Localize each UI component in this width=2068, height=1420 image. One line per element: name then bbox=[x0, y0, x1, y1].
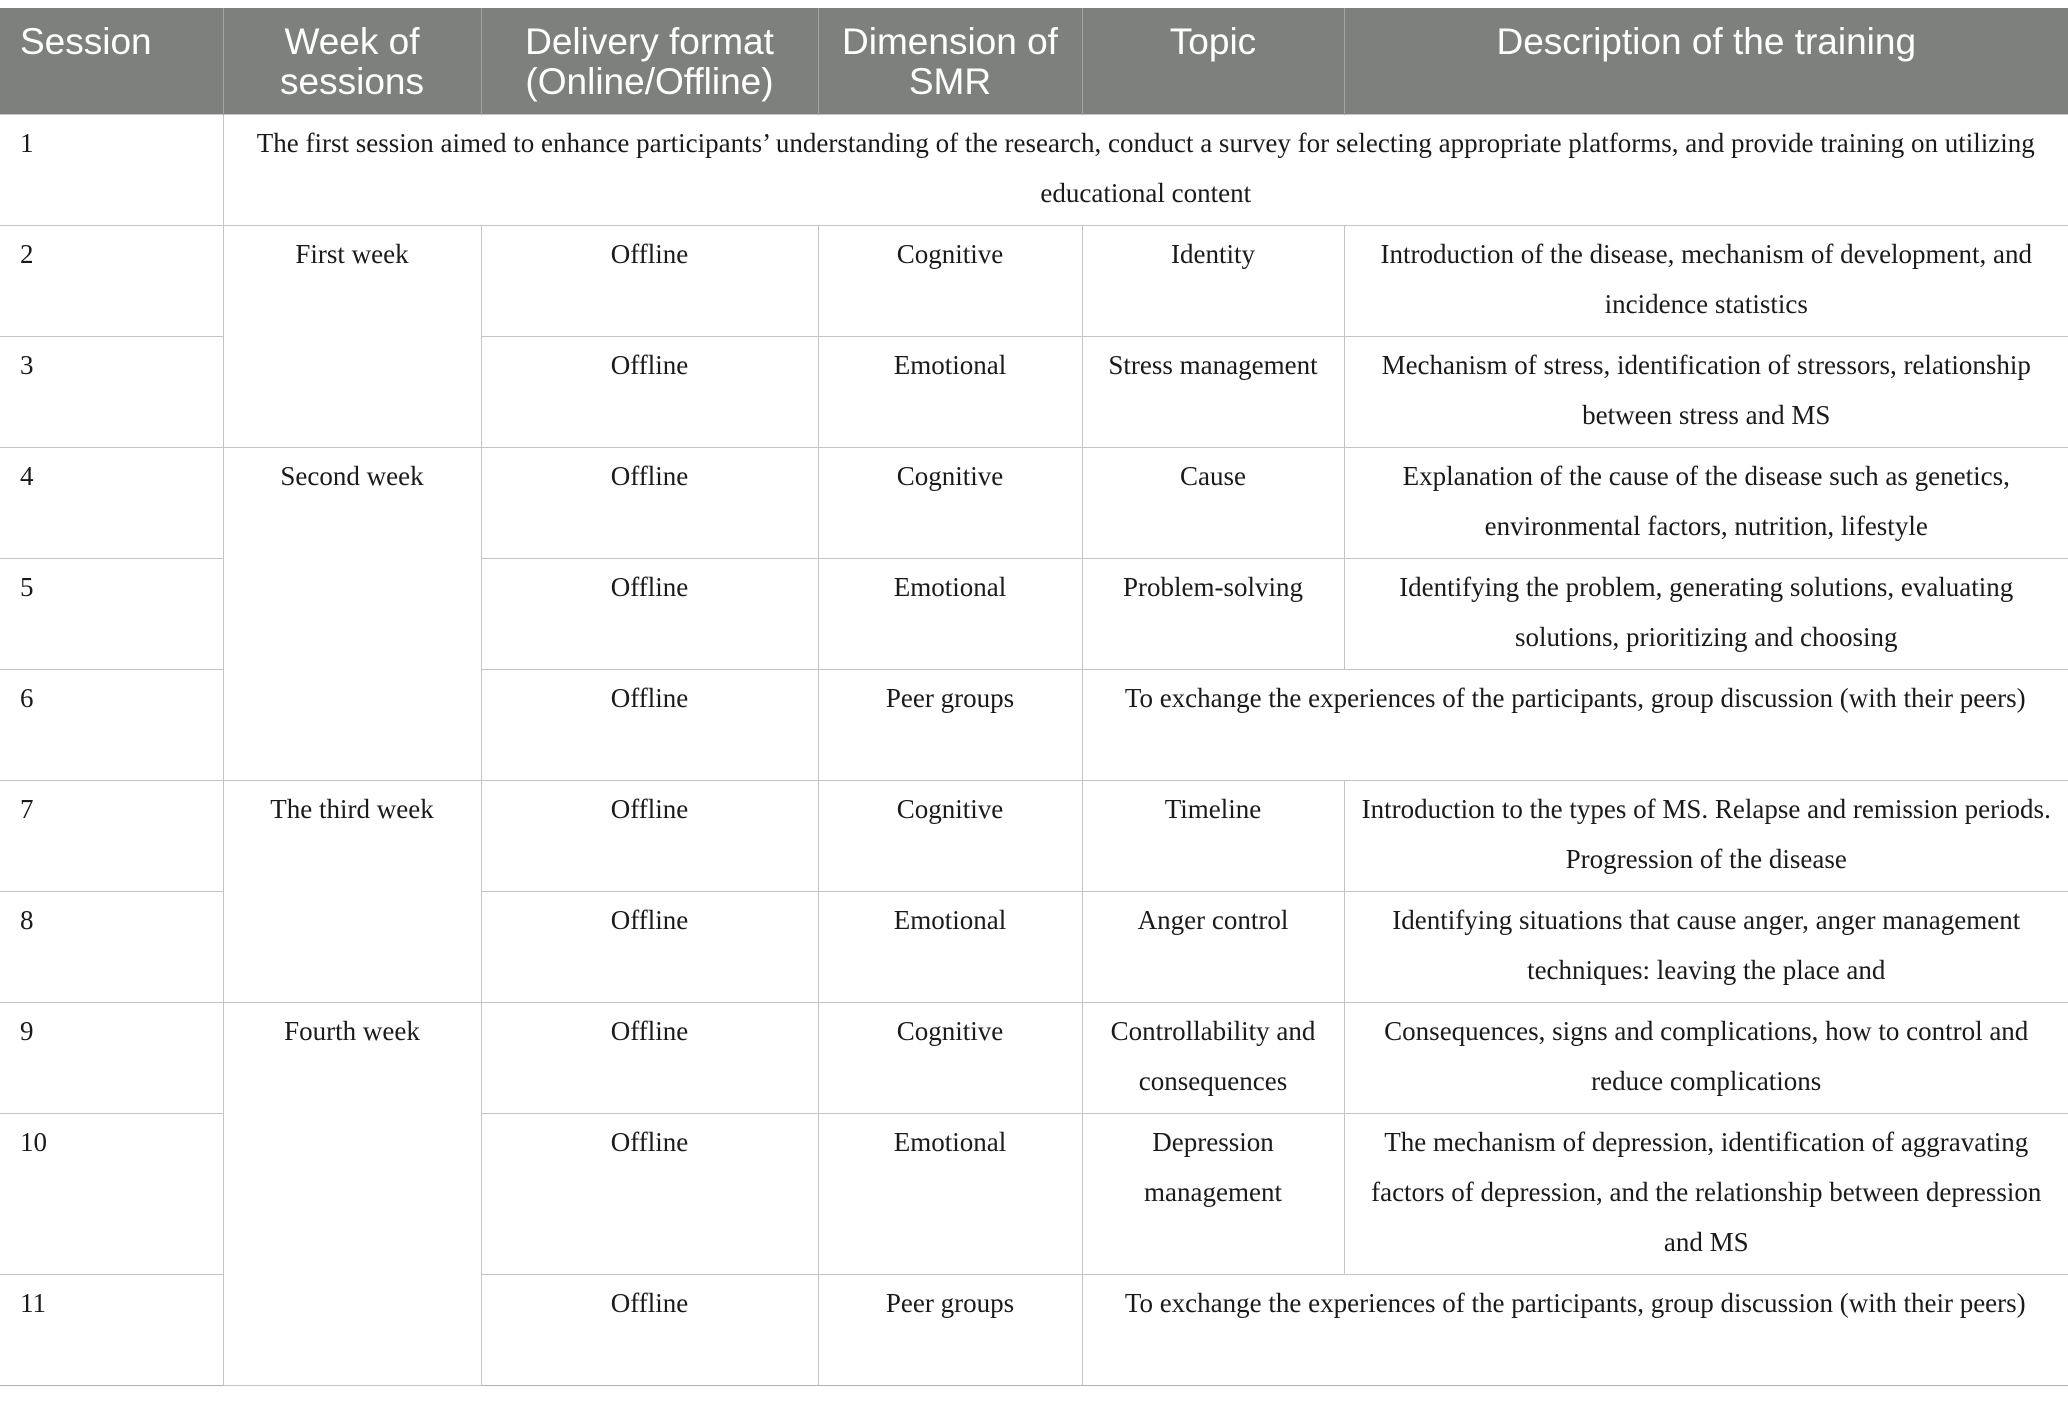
week-cell: Fourth week bbox=[223, 1003, 481, 1386]
topic-cell: Stress management bbox=[1082, 337, 1344, 448]
header-session: Session bbox=[0, 8, 223, 115]
format-cell: Offline bbox=[481, 1003, 818, 1114]
description-cell: Mechanism of stress, identification of stressors, relationship between stress and MS bbox=[1344, 337, 2068, 448]
header-description: Description of the training bbox=[1344, 8, 2068, 115]
session-number: 6 bbox=[0, 670, 223, 781]
week-cell: The third week bbox=[223, 781, 481, 1003]
header-row bbox=[0, 8, 2068, 115]
training-sessions-table bbox=[0, 8, 2068, 1386]
description-cell: Identifying the problem, generating solutions, evaluating solutions, prioritizing and choosing bbox=[1344, 559, 2068, 670]
session-number: 3 bbox=[0, 337, 223, 448]
description-cell: The mechanism of depression, identification of aggravating factors of depression, and the relationship between depression and MS bbox=[1344, 1114, 2068, 1275]
header-delivery-format: Delivery format (Online/Offline) bbox=[481, 8, 818, 115]
table-row bbox=[0, 1003, 2068, 1114]
dimension-cell: Cognitive bbox=[818, 448, 1082, 559]
session-number: 4 bbox=[0, 448, 223, 559]
topic-cell: Anger control bbox=[1082, 892, 1344, 1003]
header-topic: Topic bbox=[1082, 8, 1344, 115]
dimension-cell: Cognitive bbox=[818, 226, 1082, 337]
session-note: The first session aimed to enhance participants’ understanding of the research, conduct a survey for selecting appropriate platforms, and provide training on utilizing educational content bbox=[223, 115, 2068, 226]
description-cell: To exchange the experiences of the participants, group discussion (with their peers) bbox=[1082, 670, 2068, 781]
topic-cell: Cause bbox=[1082, 448, 1344, 559]
description-cell: To exchange the experiences of the participants, group discussion (with their peers) bbox=[1082, 1275, 2068, 1386]
description-cell: Introduction to the types of MS. Relapse and remission periods. Progression of the disease bbox=[1344, 781, 2068, 892]
format-cell: Offline bbox=[481, 892, 818, 1003]
session-number: 9 bbox=[0, 1003, 223, 1114]
table-row bbox=[0, 115, 2068, 226]
dimension-cell: Cognitive bbox=[818, 781, 1082, 892]
dimension-cell: Emotional bbox=[818, 337, 1082, 448]
format-cell: Offline bbox=[481, 226, 818, 337]
session-number: 1 bbox=[0, 115, 223, 226]
table-header bbox=[0, 8, 2068, 115]
dimension-cell: Emotional bbox=[818, 892, 1082, 1003]
week-cell: First week bbox=[223, 226, 481, 448]
topic-cell: Timeline bbox=[1082, 781, 1344, 892]
header-dimension: Dimension of SMR bbox=[818, 8, 1082, 115]
format-cell: Offline bbox=[481, 670, 818, 781]
session-number: 7 bbox=[0, 781, 223, 892]
dimension-cell: Peer groups bbox=[818, 670, 1082, 781]
description-cell: Identifying situations that cause anger, anger management techniques: leaving the place and bbox=[1344, 892, 2068, 1003]
session-number: 11 bbox=[0, 1275, 223, 1386]
session-number: 8 bbox=[0, 892, 223, 1003]
table-row bbox=[0, 781, 2068, 892]
session-number: 10 bbox=[0, 1114, 223, 1275]
description-cell: Explanation of the cause of the disease such as genetics, environmental factors, nutrition, lifestyle bbox=[1344, 448, 2068, 559]
format-cell: Offline bbox=[481, 559, 818, 670]
dimension-cell: Cognitive bbox=[818, 1003, 1082, 1114]
format-cell: Offline bbox=[481, 781, 818, 892]
format-cell: Offline bbox=[481, 448, 818, 559]
dimension-cell: Emotional bbox=[818, 559, 1082, 670]
session-number: 2 bbox=[0, 226, 223, 337]
description-cell: Introduction of the disease, mechanism of development, and incidence statistics bbox=[1344, 226, 2068, 337]
description-cell: Consequences, signs and complications, how to control and reduce complications bbox=[1344, 1003, 2068, 1114]
format-cell: Offline bbox=[481, 1114, 818, 1275]
table-row bbox=[0, 448, 2068, 559]
topic-cell: Problem-solving bbox=[1082, 559, 1344, 670]
dimension-cell: Emotional bbox=[818, 1114, 1082, 1275]
dimension-cell: Peer groups bbox=[818, 1275, 1082, 1386]
format-cell: Offline bbox=[481, 1275, 818, 1386]
week-cell: Second week bbox=[223, 448, 481, 781]
table-row bbox=[0, 226, 2068, 337]
format-cell: Offline bbox=[481, 337, 818, 448]
topic-cell: Identity bbox=[1082, 226, 1344, 337]
session-number: 5 bbox=[0, 559, 223, 670]
topic-cell: Controllability and consequences bbox=[1082, 1003, 1344, 1114]
table-body bbox=[0, 115, 2068, 1386]
topic-cell: Depression management bbox=[1082, 1114, 1344, 1275]
header-week: Week of sessions bbox=[223, 8, 481, 115]
